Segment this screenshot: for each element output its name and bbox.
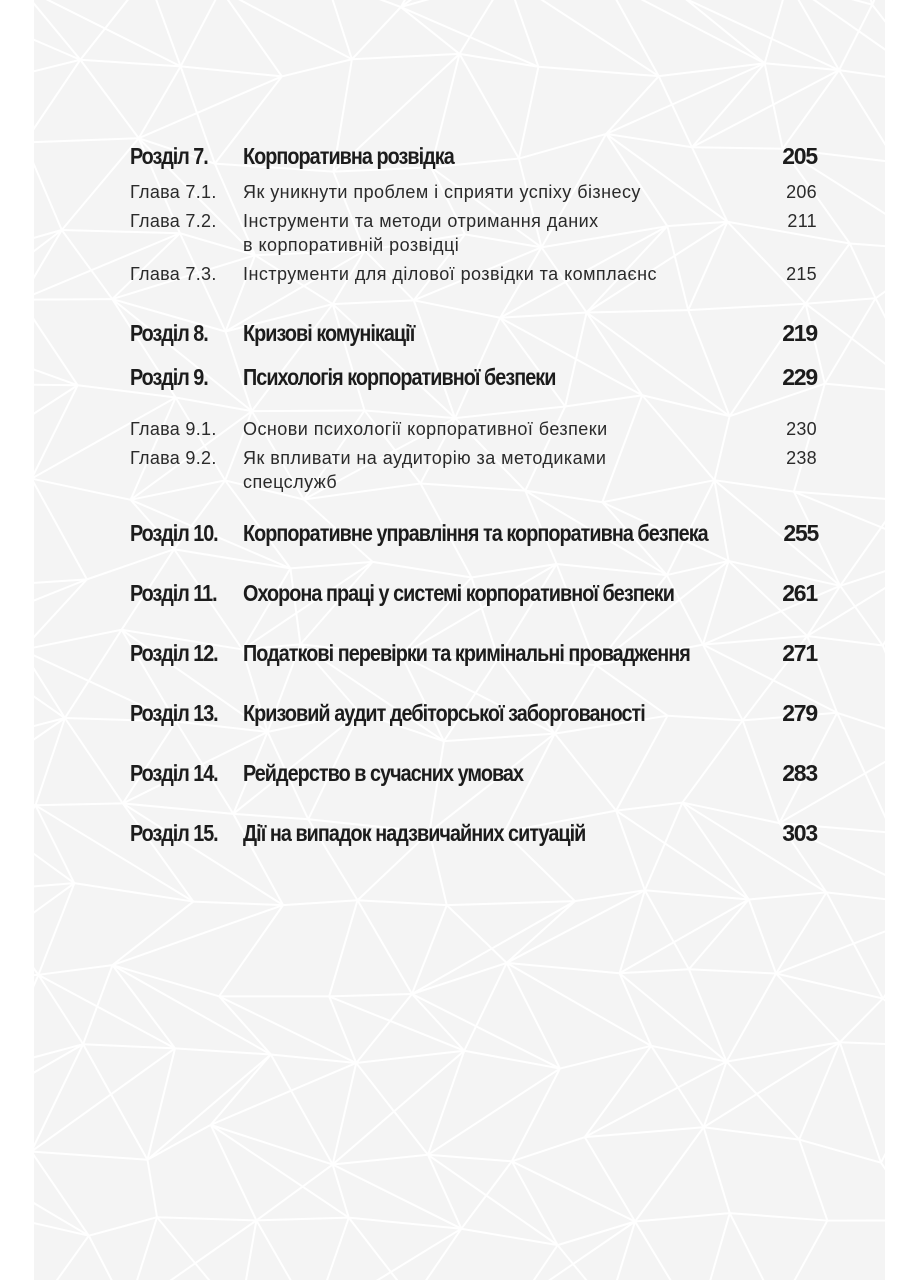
chapter-title: Інструменти для ділової розвідки та комплаєнс: [243, 264, 657, 284]
pattern-line: [34, 230, 62, 331]
pattern-line: [34, 0, 181, 66]
pattern-line: [80, 0, 147, 60]
toc-section: [130, 136, 817, 291]
pattern-line: [520, 1245, 557, 1280]
pattern-line: [412, 994, 464, 1051]
pattern-line: [883, 646, 885, 741]
section-row[interactable]: [130, 313, 817, 357]
section-label: Розділ 7.: [130, 143, 208, 169]
pattern-line: [34, 138, 139, 142]
section-label: Розділ 15.: [130, 820, 218, 846]
pattern-line: [35, 803, 122, 805]
toc-section: [130, 357, 817, 499]
chapter-page-number: 238: [786, 448, 817, 468]
pattern-line: [329, 994, 412, 996]
pattern-line: [840, 1042, 885, 1046]
pattern-line: [412, 905, 447, 994]
pattern-line: [620, 973, 727, 1061]
pattern-line: [349, 1218, 413, 1280]
chapter-label: Глава 7.1.: [130, 182, 217, 202]
pattern-line: [326, 0, 401, 7]
chapter-row[interactable]: [130, 446, 817, 499]
pattern-line: [692, 63, 765, 147]
table-of-contents: [130, 136, 817, 873]
pattern-line: [689, 969, 776, 973]
book-page: [34, 0, 885, 1280]
pattern-line: [352, 54, 460, 59]
pattern-line: [83, 965, 112, 1044]
pattern-line: [83, 1044, 147, 1160]
section-row[interactable]: [130, 513, 817, 573]
pattern-line: [34, 975, 38, 1067]
pattern-line: [211, 1054, 271, 1124]
section-page-number: 255: [783, 520, 819, 546]
pattern-line: [112, 905, 283, 965]
pattern-line: [799, 1140, 827, 1221]
pattern-line: [749, 892, 827, 899]
pattern-line: [872, 0, 885, 5]
pattern-line: [401, 7, 460, 54]
chapter-title: Інструменти та методи отримання даних в корпоративній розвідці: [243, 211, 599, 255]
chapter-label: Глава 9.1.: [130, 419, 217, 439]
pattern-line: [313, 1218, 348, 1280]
pattern-line: [256, 1165, 332, 1221]
pattern-line: [447, 905, 507, 963]
pattern-line: [80, 60, 138, 138]
pattern-line: [80, 60, 180, 67]
toc-section: [130, 693, 817, 753]
section-label: Розділ 10.: [130, 520, 218, 546]
pattern-line: [157, 1217, 256, 1220]
chapter-row[interactable]: [130, 209, 817, 262]
pattern-line: [34, 891, 38, 975]
pattern-line: [776, 974, 840, 1043]
pattern-line: [181, 0, 221, 66]
pattern-line: [112, 965, 175, 1048]
pattern-line: [840, 586, 883, 646]
pattern-line: [765, 0, 788, 63]
section-row[interactable]: [130, 633, 817, 693]
pattern-line: [147, 1160, 157, 1217]
section-row[interactable]: [130, 136, 817, 180]
section-title: Психологія корпоративної безпеки: [243, 364, 556, 390]
pattern-line: [34, 1152, 89, 1236]
section-label: Розділ 9.: [130, 364, 208, 390]
pattern-line: [730, 1213, 828, 1220]
pattern-line: [558, 1222, 635, 1246]
pattern-line: [883, 999, 885, 1047]
pattern-line: [645, 890, 689, 969]
pattern-line: [460, 54, 539, 67]
section-title: Податкові перевірки та кримінальні провадження: [243, 640, 690, 666]
pattern-line: [697, 1213, 729, 1280]
toc-section: [130, 753, 817, 813]
section-label: Розділ 8.: [130, 320, 208, 346]
section-label: Розділ 14.: [130, 760, 218, 786]
pattern-line: [329, 900, 357, 996]
section-page-number: 229: [782, 364, 817, 390]
pattern-line: [840, 1042, 881, 1162]
pattern-line: [283, 900, 357, 905]
pattern-line: [83, 1044, 175, 1048]
section-label: Розділ 12.: [130, 640, 218, 666]
pattern-line: [127, 1217, 157, 1280]
pattern-line: [356, 1063, 428, 1155]
pattern-line: [651, 1046, 703, 1127]
pattern-line: [356, 994, 412, 1063]
chapter-label: Глава 7.3.: [130, 264, 217, 284]
pattern-line: [412, 901, 575, 994]
pattern-line: [256, 1220, 313, 1280]
pattern-line: [840, 999, 883, 1043]
section-page-number: 261: [782, 580, 817, 606]
section-row[interactable]: [130, 693, 817, 753]
pattern-line: [34, 384, 78, 385]
section-title: Корпоративна розвідка: [243, 143, 454, 169]
pattern-line: [333, 1155, 428, 1165]
section-title: Кризові комунікації: [243, 320, 415, 346]
section-title: Рейдерство в сучасних умовах: [243, 760, 524, 786]
pattern-line: [749, 899, 776, 973]
pattern-line: [704, 1127, 800, 1139]
pattern-line: [147, 1125, 210, 1160]
pattern-line: [282, 59, 352, 76]
pattern-line: [428, 1069, 560, 1155]
chapter-page-number: 206: [786, 182, 817, 202]
toc-section: [130, 513, 817, 573]
chapter-title: Основи психології корпоративної безпеки: [243, 419, 608, 439]
section-page-number: 205: [782, 143, 817, 169]
pattern-line: [112, 902, 193, 966]
section-title: Охорона праці у системі корпоративної безпеки: [243, 580, 674, 606]
section-label: Розділ 11.: [130, 580, 217, 606]
pattern-line: [778, 1221, 827, 1280]
pattern-line: [826, 892, 885, 906]
pattern-line: [876, 298, 885, 393]
pattern-line: [89, 1236, 128, 1280]
pattern-line: [38, 975, 83, 1044]
section-title: Дії на випадок надзвичайних ситуацій: [243, 820, 586, 846]
pattern-line: [38, 975, 175, 1049]
pattern-line: [356, 1051, 464, 1063]
pattern-line: [333, 1063, 357, 1165]
pattern-line: [219, 905, 283, 996]
spacer: [130, 291, 817, 313]
section-title: Корпоративне управління та корпоративна безпека: [243, 520, 708, 546]
section-label: Розділ 13.: [130, 700, 218, 726]
pattern-line: [620, 969, 689, 973]
pattern-line: [139, 66, 181, 138]
pattern-line: [704, 1127, 730, 1213]
section-page-number: 303: [782, 820, 817, 846]
pattern-line: [730, 1213, 779, 1280]
pattern-line: [460, 0, 507, 54]
toc-section: [130, 313, 817, 357]
chapter-row[interactable]: [130, 180, 817, 209]
pattern-line: [837, 713, 885, 833]
pattern-line: [558, 1245, 609, 1280]
pattern-line: [850, 244, 876, 299]
section-row[interactable]: [130, 753, 817, 813]
pattern-line: [219, 996, 271, 1054]
pattern-line: [147, 0, 180, 66]
pattern-line: [538, 67, 658, 76]
pattern-line: [635, 1213, 730, 1221]
pattern-line: [34, 805, 35, 891]
toc-section: [130, 573, 817, 633]
pattern-line: [352, 7, 401, 59]
pattern-line: [512, 1161, 558, 1245]
pattern-line: [333, 1165, 349, 1218]
pattern-line: [776, 907, 885, 974]
chapter-title: Як уникнути проблем і сприяти успіху бізнесу: [243, 182, 641, 202]
chapter-page-number: 211: [787, 211, 817, 231]
section-title: Кризовий аудит дебіторської заборгованості: [243, 700, 645, 726]
pattern-line: [358, 900, 447, 905]
pattern-line: [34, 1152, 147, 1160]
pattern-line: [606, 76, 659, 134]
pattern-line: [799, 1042, 840, 1139]
pattern-line: [112, 965, 219, 996]
section-row[interactable]: [130, 813, 817, 873]
pattern-line: [776, 974, 883, 999]
section-page-number: 271: [782, 640, 817, 666]
pattern-line: [881, 1046, 885, 1163]
pattern-line: [825, 298, 876, 383]
section-page-number: 219: [782, 320, 817, 346]
pattern-line: [428, 1155, 512, 1162]
pattern-line: [329, 996, 464, 1050]
chapter-page-number: 215: [786, 264, 817, 284]
section-row[interactable]: [130, 357, 817, 417]
pattern-line: [221, 0, 352, 59]
pattern-line: [181, 66, 282, 76]
pattern-line: [34, 630, 122, 650]
pattern-line: [645, 890, 749, 899]
pattern-line: [507, 0, 539, 67]
chapter-label: Глава 9.2.: [130, 448, 217, 468]
toc-section: [130, 813, 817, 873]
pattern-line: [34, 479, 87, 580]
pattern-line: [850, 244, 885, 251]
pattern-line: [689, 899, 749, 969]
pattern-line: [788, 0, 839, 70]
pattern-line: [464, 1051, 560, 1069]
chapter-title: Як впливати на аудиторію за методиками спецслужб: [243, 448, 607, 492]
spacer: [130, 499, 817, 513]
pattern-line: [883, 907, 885, 999]
pattern-line: [175, 1048, 271, 1054]
pattern-line: [34, 1044, 83, 1151]
pattern-line: [727, 974, 777, 1062]
toc-section: [130, 633, 817, 693]
section-page-number: 283: [782, 760, 817, 786]
pattern-line: [840, 552, 885, 585]
pattern-line: [34, 60, 80, 143]
pattern-line: [606, 0, 765, 63]
pattern-line: [881, 1163, 885, 1221]
pattern-line: [34, 60, 80, 86]
pattern-line: [620, 973, 652, 1046]
pattern-line: [606, 0, 659, 76]
section-row[interactable]: [130, 573, 817, 633]
pattern-line: [461, 1161, 511, 1228]
chapter-row[interactable]: [130, 417, 817, 446]
chapter-row[interactable]: [130, 262, 817, 291]
pattern-line: [689, 969, 727, 1061]
pattern-line: [839, 70, 885, 162]
pattern-line: [876, 250, 885, 298]
pattern-line: [883, 552, 885, 645]
pattern-line: [34, 1236, 89, 1280]
pattern-line: [38, 965, 112, 975]
pattern-line: [333, 1165, 462, 1229]
pattern-line: [358, 900, 412, 994]
pattern-line: [825, 384, 885, 393]
pattern-line: [193, 902, 283, 906]
pattern-line: [826, 892, 882, 998]
pattern-line: [326, 0, 352, 59]
pattern-line: [799, 1140, 881, 1163]
pattern-line: [89, 1217, 157, 1235]
pattern-line: [35, 718, 64, 805]
pattern-line: [685, 0, 765, 63]
pattern-line: [65, 718, 123, 803]
chapter-page-number: 230: [786, 419, 817, 439]
pattern-line: [635, 1222, 697, 1280]
pattern-line: [157, 1217, 240, 1280]
pattern-line: [256, 1218, 348, 1221]
pattern-line: [139, 76, 282, 138]
pattern-line: [776, 892, 826, 973]
chapter-label: Глава 7.2.: [130, 211, 217, 231]
pattern-line: [34, 299, 112, 300]
pattern-line: [34, 479, 131, 500]
pattern-line: [635, 1127, 704, 1221]
pattern-line: [34, 142, 62, 230]
section-page-number: 279: [782, 700, 817, 726]
pattern-line: [221, 0, 282, 76]
pattern-line: [651, 1046, 726, 1062]
pattern-line: [74, 883, 193, 901]
pattern-line: [461, 1229, 557, 1245]
pattern-line: [807, 636, 883, 646]
pattern-line: [447, 901, 575, 905]
pattern-line: [211, 1063, 357, 1125]
pattern-line: [62, 138, 139, 230]
